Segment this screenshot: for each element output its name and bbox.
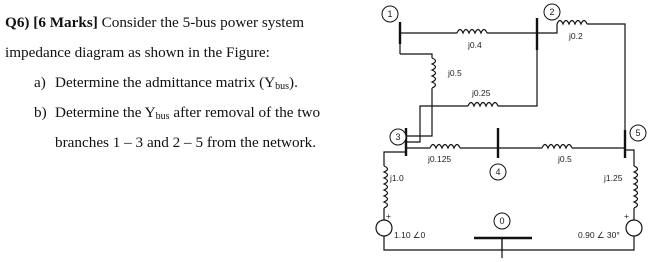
inductor-1-3 bbox=[432, 58, 436, 88]
branch-2-5-right bbox=[587, 24, 625, 130]
source-left-value: 1.10 ∠0 bbox=[394, 230, 426, 240]
part-a-text: Determine the admittance matrix $(Y_{bus})$. bbox=[55, 74, 298, 92]
label-z23: j0.25 bbox=[472, 88, 491, 98]
question-intro: Consider the 5-bus power system bbox=[101, 14, 305, 31]
label-z50: j1.25 bbox=[604, 173, 623, 183]
inductor-3-4 bbox=[430, 145, 460, 149]
inductor-2-3 bbox=[468, 103, 498, 107]
impedance-diagram bbox=[372, 0, 654, 262]
bus-3-label: 3 bbox=[395, 132, 401, 142]
bus-0-label: 0 bbox=[499, 216, 505, 226]
label-z45: j0.5 bbox=[558, 154, 572, 164]
bus-2-label: 2 bbox=[549, 7, 555, 17]
bus-1-label: 1 bbox=[387, 9, 393, 19]
label-z12: j0.4 bbox=[468, 40, 482, 50]
question-line-1 bbox=[5, 14, 304, 32]
branch-2-3-right bbox=[498, 33, 537, 106]
label-z34: j0.125 bbox=[428, 154, 452, 164]
part-b-line-2: branches 1 – 3 and 2 – 5 from the network. bbox=[55, 134, 317, 151]
branch-1-3-link bbox=[400, 54, 432, 58]
inductor-shunt-right bbox=[634, 166, 638, 208]
label-z25: j0.2 bbox=[569, 31, 583, 41]
source-right-value: 0.90 ∠ 30° bbox=[578, 230, 620, 240]
shunt-right-top bbox=[625, 150, 634, 166]
branch-1-3-bottom bbox=[406, 88, 432, 136]
inductor-4-5 bbox=[542, 145, 572, 149]
source-left-circle bbox=[376, 220, 392, 236]
question-line-2: impedance diagram as shown in the Figure: bbox=[5, 44, 270, 61]
source-right-sign: + bbox=[624, 211, 629, 221]
part-b-marker: b) bbox=[34, 104, 47, 121]
label-z13: j0.5 bbox=[448, 68, 462, 78]
part-b-text: Determine the $Y_{bus}$ after removal of the two bbox=[55, 104, 321, 122]
branch-2-5-left bbox=[537, 24, 557, 33]
source-right-circle bbox=[626, 220, 642, 236]
inductor-2-5 bbox=[557, 21, 587, 25]
label-z10: j1.0 bbox=[390, 173, 404, 183]
bus-4-label: 4 bbox=[495, 167, 501, 177]
part-a-marker: a) bbox=[34, 74, 46, 91]
question-number: Q6) bbox=[5, 14, 30, 31]
inductor-shunt-left bbox=[384, 166, 388, 208]
inductor-1-2 bbox=[457, 30, 487, 34]
bus-5-label: 5 bbox=[635, 128, 641, 138]
source-left-sign: + bbox=[386, 211, 391, 221]
shunt-left-top bbox=[384, 152, 406, 166]
question-marks: [6 Marks] bbox=[33, 14, 98, 31]
